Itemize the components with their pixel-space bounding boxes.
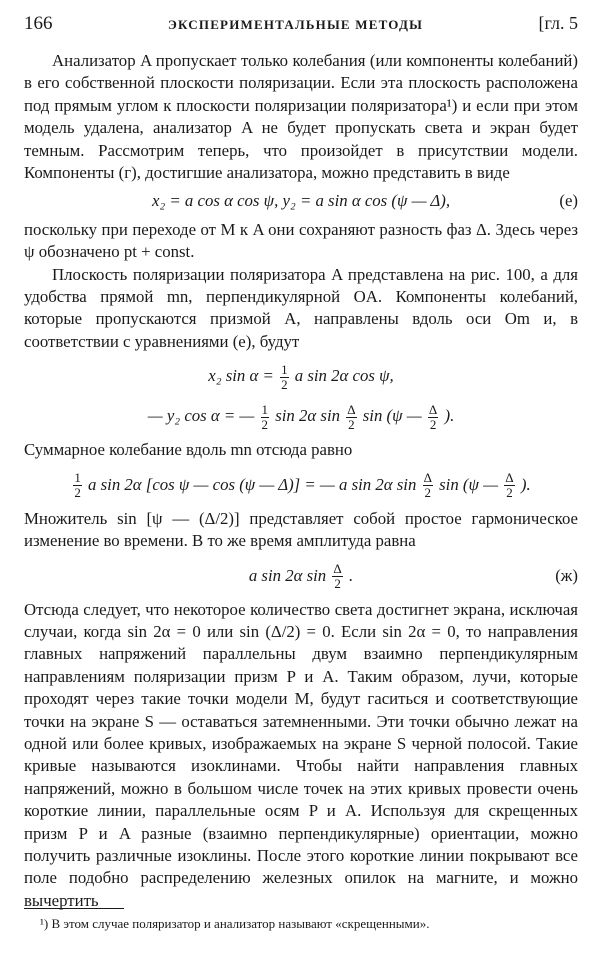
fraction-den: 2 [334,576,341,592]
paragraph-analyzer: Анализатор A пропускает только колебания (или компоненты колебаний) в его собственной плоскости поляризации. Если эта плоскость расположена под прямым углом к плоскости поляризации поляризатора¹) и если при этом модель удалена, анализатор A не будет пропускать света и экран будет темным. Рассмотрим теперь, что произойдет в присутствии модели. Компоненты (г), достигшие анализатора, можно представить в виде [24,51,578,183]
fraction-delta [332,562,342,591]
equation-sum-left: a sin 2α [cos ψ — cos (ψ — Δ)] = — a sin 2α sin [88,474,417,494]
fraction-den: 2 [281,376,288,392]
fraction-half [280,363,289,392]
running-header [24,12,578,42]
equation-y2 [24,399,578,433]
fraction-delta [504,471,514,500]
fraction-den: 2 [348,416,355,432]
equation-y2-left: — y₂ cos α = — [147,406,255,426]
equation-y2-right-a: sin (ψ — [362,406,422,426]
fraction-num: Δ [428,401,438,417]
equation-zh [24,559,578,593]
equation-zh-tag: (ж) [555,565,578,585]
paragraph-multiplier: Множитель sin [ψ — (Δ/2)] представляет собой простое гармоническое изменение во времени. В то же время амплитуда равна [24,508,578,551]
fraction-half [73,471,82,500]
fraction-num: Δ [347,401,356,417]
fraction-num: 1 [74,470,81,486]
equation-x2 [24,359,578,393]
paragraph-sum: Суммарное колебание вдоль mn отсюда равно [24,440,353,460]
fraction-num: Δ [333,561,342,577]
page-number: 166 [24,13,53,34]
page-body [24,50,578,912]
equation-e-tag: (е) [559,191,578,211]
equation-e [24,190,578,212]
footnote-rule [24,908,124,909]
fraction-num: 1 [261,401,269,417]
fraction-den: 2 [506,485,513,501]
fraction-delta [428,403,438,432]
equation-zh-body: a sin 2α sin [248,565,327,585]
fraction-delta [346,403,356,432]
fraction-den: 2 [74,485,81,501]
equation-sum [24,468,578,502]
fraction-num: Δ [423,470,432,486]
equation-x2-right: a sin 2α cos ψ, [294,366,394,386]
running-title: ЭКСПЕРИМЕНТАЛЬНЫЕ МЕТОДЫ [167,17,424,32]
equation-y2-mid: sin 2α sin [275,406,340,426]
paragraph-phase: поскольку при переходе от M к A они сохраняют разность фаз Δ. Здесь через ψ обозначено pt + const. [24,219,578,262]
fraction-half [261,403,270,432]
paragraph-isoclines: Отсюда следует, что некоторое количество света достигнет экрана, исключая случаи, когда sin 2α = 0 или sin (Δ/2) = 0. Если sin 2α = 0, то направления главных напряжений параллельны двум взаимно перпендикулярным направлениям поляризации призм P и A. Таким образом, лучи, которые проходят через такие точки модели M, будут гаситься и соответствующие точки на экране S — оставаться затемненными. Эти точки обычно лежат на одной или более кривых, изображаемых на экране S черной полосой. Такие кривые называются изоклинами. Чтобы найти направления главных напряжений, можно в большом числе точек на этих кривых провести очень короткие линии, параллельные осям P и A. Используя для скрещенных призм P и A разные (взаимно перпендикулярные) ориентации, можно получить различные изоклины. После этого короткие линии покрывают все поле подобно распределению железных опилок на магните, и можно вычертить [24,599,578,910]
equation-zh-end: . [348,565,354,585]
equation-x2-left: x₂ sin α = [208,366,274,386]
fraction-den: 2 [261,416,269,432]
equation-e-body: x₂ = a cos α cos ψ, y₂ = a sin α cos (ψ — Δ), [151,191,451,211]
chapter-marker: [гл. 5 [538,13,578,33]
fraction-num: Δ [505,470,514,486]
equation-sum-mid: sin (ψ — [439,474,499,494]
equation-y2-right-b: ). [444,406,455,426]
fraction-den: 2 [429,416,437,432]
equation-sum-right: ). [520,474,531,494]
fraction-delta [423,471,433,500]
footnote: ¹) В этом случае поляризатор и анализатор называют «скрещенными». [40,916,430,931]
paragraph-plane: Плоскость поляризации поляризатора A представлена на рис. 100, a для удобства прямой mn, перпендикулярной OA. Компоненты колебаний, которые пропускаются призмой A, направлены вдоль оси Om и, в соответствии с уравнениями (е), будут [24,264,578,351]
fraction-num: 1 [281,361,288,377]
fraction-den: 2 [424,485,432,501]
